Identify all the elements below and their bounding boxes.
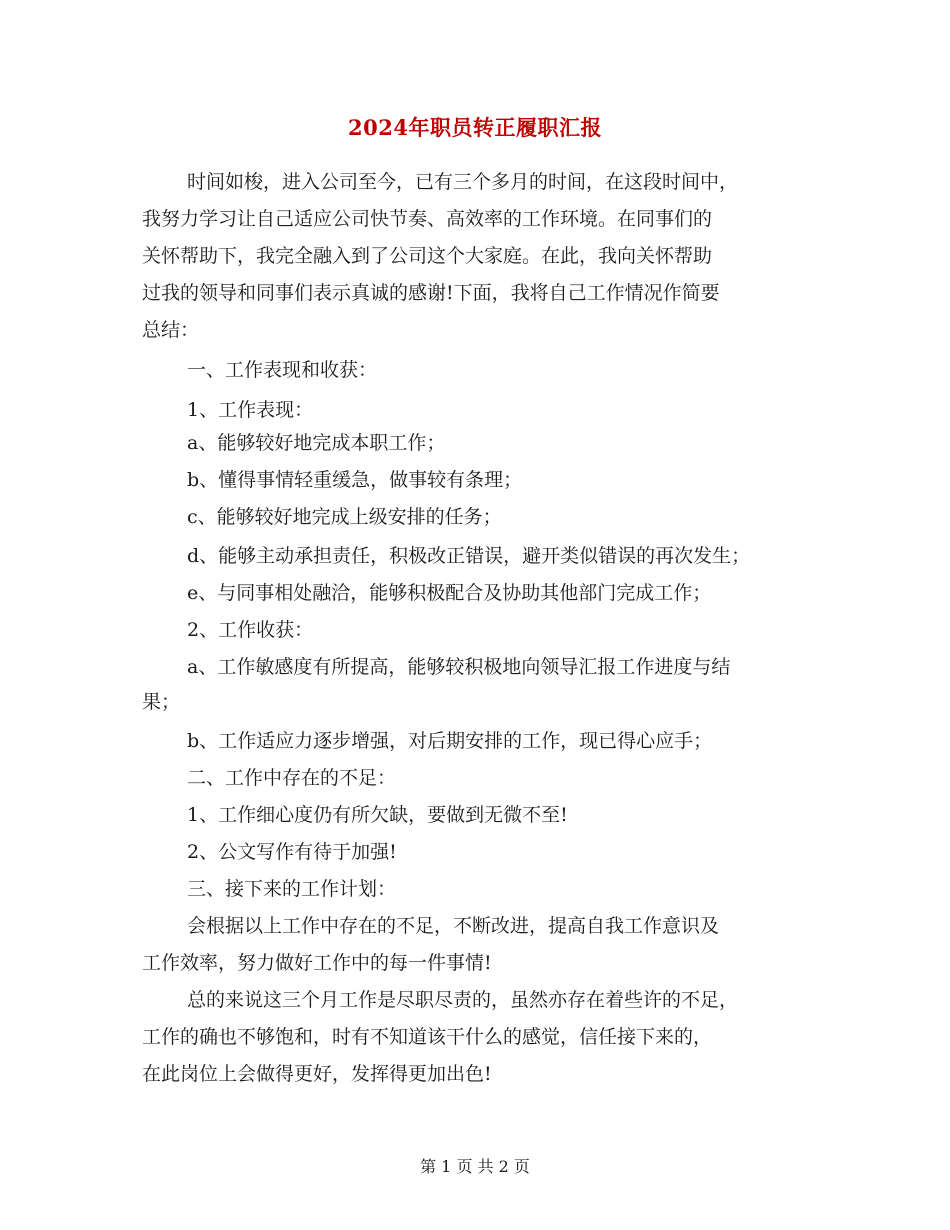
- list-item: e、与同事相处融洽，能够积极配合及协助其他部门完成工作；: [187, 582, 712, 604]
- list-item: a、工作敏感度有所提高，能够较积极地向领导汇报工作进度与结: [187, 656, 731, 678]
- paragraph-line: 会根据以上工作中存在的不足，不断改进，提高自我工作意识及: [187, 915, 720, 937]
- subsection-heading: 2、工作收获：: [187, 619, 314, 641]
- list-item-continuation: 果；: [142, 691, 181, 713]
- section-heading: 一、工作表现和收获：: [187, 359, 378, 381]
- paragraph-line: 总的来说这三个月工作是尽职尽责的，虽然亦存在着些许的不足，: [187, 989, 739, 1011]
- list-item: 1、工作细心度仍有所欠缺，要做到无微不至!: [187, 804, 568, 826]
- list-item: b、懂得事情轻重缓急，做事较有条理；: [187, 469, 523, 491]
- paragraph-line: 时间如梭，进入公司至今，已有三个多月的时间，在这段时间中，: [187, 171, 739, 193]
- paragraph-line: 过我的领导和同事们表示真诚的感谢!下面，我将自己工作情况作简要: [142, 282, 720, 304]
- paragraph-line: 我努力学习让自己适应公司快节奏、高效率的工作环境。在同事们的: [142, 208, 713, 230]
- paragraph-line: 工作效率，努力做好工作中的每一件事情!: [142, 952, 492, 974]
- section-heading: 二、工作中存在的不足：: [187, 767, 397, 789]
- list-item: c、能够较好地完成上级安排的任务；: [187, 506, 502, 528]
- list-item: d、能够主动承担责任，积极改正错误，避开类似错误的再次发生；: [187, 545, 751, 567]
- paragraph-line: 在此岗位上会做得更好，发挥得更加出色!: [142, 1063, 492, 1085]
- subsection-heading: 1、工作表现：: [187, 399, 314, 421]
- list-item: a、能够较好地完成本职工作；: [187, 432, 446, 454]
- paragraph-line: 工作的确也不够饱和，时有不知道该干什么的感觉，信任接下来的，: [142, 1026, 713, 1048]
- page-title: 2024年职员转正履职汇报: [348, 115, 602, 140]
- paragraph-line: 关怀帮助下，我完全融入到了公司这个大家庭。在此，我向关怀帮助: [142, 245, 713, 267]
- page-number-footer: 第 1 页 共 2 页: [420, 1157, 530, 1176]
- paragraph-line: 总结：: [142, 319, 200, 341]
- list-item: b、工作适应力逐步增强，对后期安排的工作，现已得心应手；: [187, 730, 713, 752]
- list-item: 2、公文写作有待于加强!: [187, 841, 397, 863]
- section-heading: 三、接下来的工作计划：: [187, 878, 397, 900]
